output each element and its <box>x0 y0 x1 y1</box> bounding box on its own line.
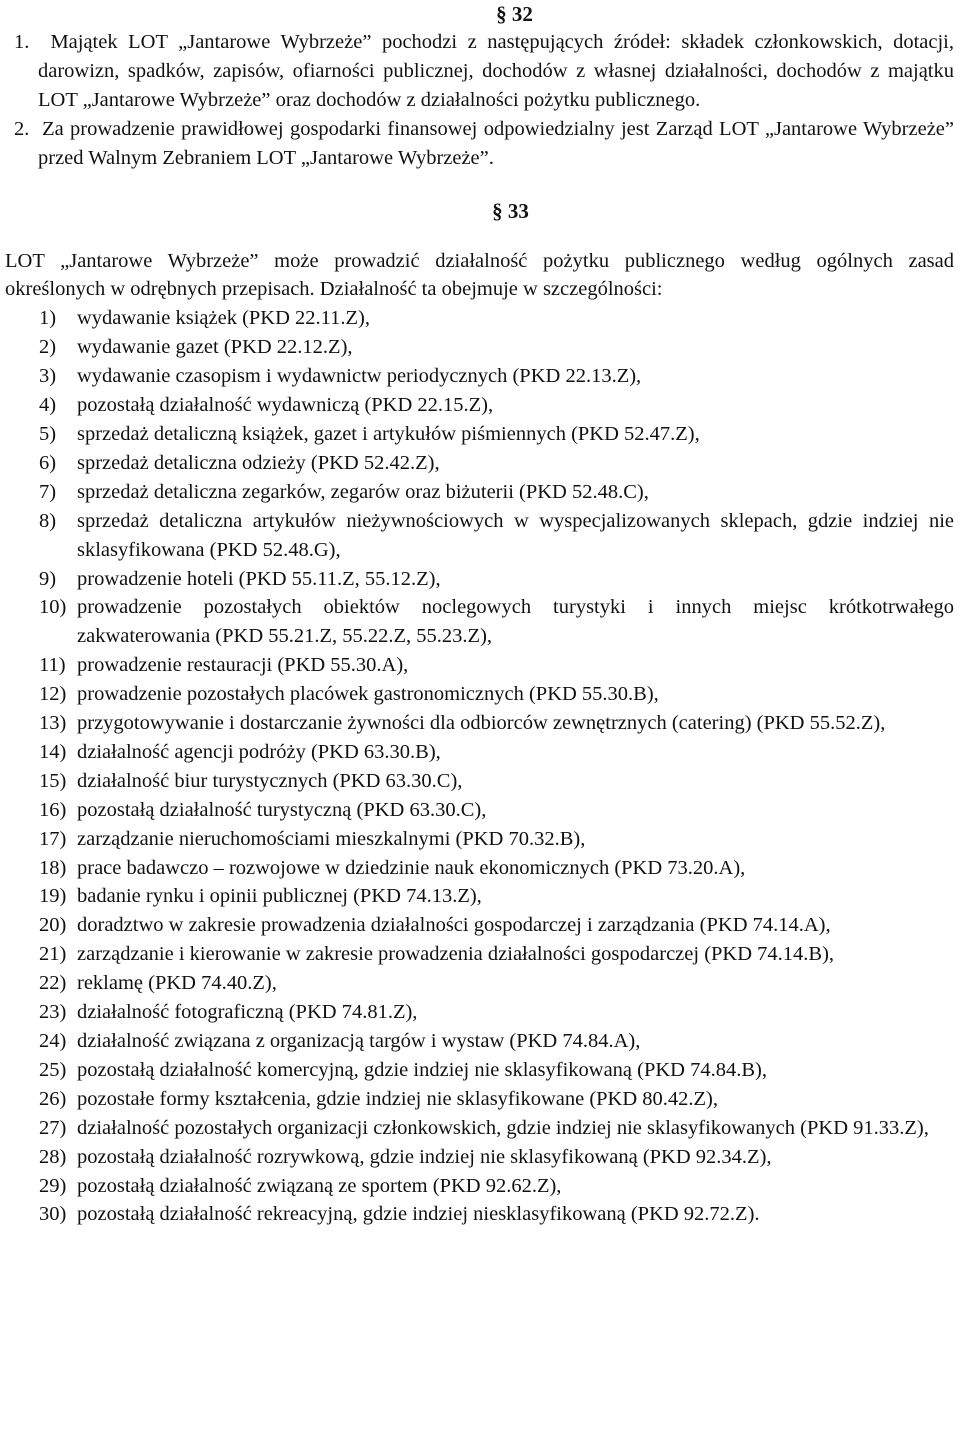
list-item <box>5 362 954 391</box>
list-item <box>5 1200 954 1229</box>
list-item <box>5 304 954 333</box>
list-item <box>5 911 954 940</box>
list-item-text: wydawanie gazet (PKD 22.12.Z), <box>77 336 353 359</box>
list-item-number: 22) <box>39 972 67 995</box>
list-item-text: działalność agencji podróży (PKD 63.30.B), <box>77 740 441 763</box>
list-item-number: 18) <box>39 856 67 879</box>
list-item-number: 17) <box>39 827 67 850</box>
list-item-number: 21) <box>39 943 67 966</box>
list-item-number: 16) <box>39 798 67 821</box>
list-item-number: 28) <box>39 1145 67 1168</box>
list-item-text: działalność fotograficzną (PKD 74.81.Z), <box>77 1001 418 1024</box>
list-item-number: 1) <box>39 307 57 330</box>
list-item <box>5 709 954 738</box>
list-item-number: 7) <box>39 480 57 503</box>
list-item <box>5 1172 954 1201</box>
list-item <box>5 680 954 709</box>
list-item-text: badanie rynku i opinii publicznej (PKD 74.13.Z), <box>77 885 482 908</box>
list-item <box>5 565 954 594</box>
list-item-number: 4) <box>39 394 57 417</box>
list-item <box>5 420 954 449</box>
list-item <box>5 1056 954 1085</box>
section-33-body <box>5 247 954 1230</box>
list-item-number: 3) <box>39 365 57 388</box>
list-item <box>5 478 954 507</box>
list-item-text: prowadzenie pozostałych placówek gastronomicznych (PKD 55.30.B), <box>77 683 659 706</box>
section-33-intro: LOT „Jantarowe Wybrzeże” może prowadzić działalność pożytku publicznego według ogólnych zasad określonych w odrębnych przepisach. Działalność ta obejmuje w szczególności: <box>5 249 954 301</box>
list-item <box>5 391 954 420</box>
list-item-number: 8) <box>39 509 57 532</box>
list-item <box>5 1143 954 1172</box>
list-item-number: 6) <box>39 451 57 474</box>
list-item-text: działalność związana z organizacją targów i wystaw (PKD 74.84.A), <box>77 1030 641 1052</box>
list-item <box>5 593 954 651</box>
list-item-number: 15) <box>39 769 67 792</box>
list-item-number: 20) <box>39 914 67 937</box>
list-item-number: 13) <box>39 712 67 735</box>
list-item-text: pozostałą działalność turystyczną (PKD 63.30.C), <box>77 798 487 821</box>
list-item-number: 5) <box>39 422 57 445</box>
list-item-text: pozostałą działalność rozrywkową, gdzie indziej nie sklasyfikowaną (PKD 92.34.Z), <box>77 1145 772 1168</box>
list-item-text: zarządzanie i kierowanie w zakresie prowadzenia działalności gospodarczej (PKD 74.14.B), <box>77 943 835 966</box>
list-item-number: 27) <box>39 1116 67 1139</box>
list-item-text: wydawanie czasopism i wydawnictw periodycznych (PKD 22.13.Z), <box>77 365 642 388</box>
list-item <box>5 854 954 883</box>
list-item <box>5 507 954 565</box>
list-item-text: pozostałą działalność rekreacyjną, gdzie indziej niesklasyfikowaną (PKD 92.72.Z). <box>77 1203 760 1226</box>
list-item <box>5 796 954 825</box>
list-item-text: prowadzenie pozostałych obiektów noclegowych turystyki i innych miejsc krótkotrwałego zakwaterowania (PKD 55.21.Z, 55.22.Z, 55.23.Z), <box>77 596 954 648</box>
list-item-text: przygotowywanie i dostarczanie żywności dla odbiorców zewnętrznych (catering) (PKD 55.52.Z), <box>77 712 886 735</box>
paragraph-text: Majątek LOT „Jantarowe Wybrzeże” pochodzi z następujących źródeł: składek członkowskich, dotacji, darowizn, spadków, zapisów, ofiarności publicznej, dochodów z własnej działalności, dochodów z majątku LOT „Jantarowe Wybrzeże” oraz dochodów z działalności pożytku publicznego. <box>38 31 955 111</box>
section-32-heading: § 32 <box>496 2 533 26</box>
list-item-number: 10) <box>39 596 67 619</box>
list-item <box>5 998 954 1027</box>
list-item-text: sprzedaż detaliczna zegarków, zegarów oraz biżuterii (PKD 52.48.C), <box>77 480 649 503</box>
list-item-text: działalność pozostałych organizacji członkowskich, gdzie indziej nie sklasyfikowanych (PKD 91.33.Z), <box>77 1116 929 1139</box>
list-item-text: pozostałą działalność wydawniczą (PKD 22.15.Z), <box>77 394 494 417</box>
list-item-number: 2) <box>39 336 57 359</box>
list-item-text: doradztwo w zakresie prowadzenia działalności gospodarczej i zarządzania (PKD 74.14.A), <box>77 914 831 937</box>
list-item-number: 30) <box>39 1203 67 1226</box>
list-item <box>5 825 954 854</box>
list-item <box>5 651 954 680</box>
list-item-number: 9) <box>39 567 57 590</box>
list-item-number: 19) <box>39 885 67 908</box>
list-item-number: 24) <box>39 1030 67 1052</box>
list-item <box>5 767 954 796</box>
list-item <box>5 1027 954 1056</box>
paragraph-text: Za prowadzenie prawidłowej gospodarki finansowej odpowiedzialny jest Zarząd LOT „Jantarowe Wybrzeże” przed Walnym Zebraniem LOT „Jantarowe Wybrzeże”. <box>38 117 954 169</box>
list-item-text: sprzedaż detaliczną książek, gazet i artykułów piśmiennych (PKD 52.47.Z), <box>77 422 700 445</box>
paragraph-number: 1. <box>14 31 30 53</box>
list-item-number: 29) <box>39 1174 67 1197</box>
activity-list <box>5 304 954 1229</box>
list-item-text: pozostałą działalność związaną ze sportem (PKD 92.62.Z), <box>77 1174 562 1197</box>
list-item-text: prowadzenie restauracji (PKD 55.30.A), <box>77 654 409 677</box>
list-item <box>5 969 954 998</box>
list-item <box>5 940 954 969</box>
list-item <box>5 738 954 767</box>
list-item <box>5 449 954 478</box>
paragraph-number: 2. <box>14 117 30 140</box>
list-item-text: sprzedaż detaliczna artykułów nieżywnościowych w wyspecjalizowanych sklepach, gdzie indziej nie sklasyfikowana (PKD 52.48.G), <box>77 509 954 561</box>
list-item-text: pozostałą działalność komercyjną, gdzie indziej nie sklasyfikowaną (PKD 74.84.B), <box>77 1058 767 1081</box>
list-item <box>5 333 954 362</box>
list-item-text: wydawanie książek (PKD 22.11.Z), <box>77 307 370 330</box>
list-item-text: pozostałe formy kształcenia, gdzie indziej nie sklasyfikowane (PKD 80.42.Z), <box>77 1087 719 1110</box>
list-item-number: 23) <box>39 1001 67 1024</box>
section-32-paragraph-1 <box>10 28 954 115</box>
list-item <box>5 1114 954 1143</box>
list-item-number: 26) <box>39 1087 67 1110</box>
list-item-number: 11) <box>39 654 66 677</box>
list-item <box>5 882 954 911</box>
list-item-text: działalność biur turystycznych (PKD 63.30.C), <box>77 769 463 792</box>
list-item-number: 14) <box>39 740 67 763</box>
list-item-number: 12) <box>39 683 67 706</box>
list-item-text: zarządzanie nieruchomościami mieszkalnymi (PKD 70.32.B), <box>77 827 586 850</box>
section-33-heading: § 33 <box>492 198 529 223</box>
section-32-body <box>5 28 954 173</box>
list-item-text: prace badawczo – rozwojowe w dziedzinie nauk ekonomicznych (PKD 73.20.A), <box>77 856 746 879</box>
list-item-text: sprzedaż detaliczna odzieży (PKD 52.42.Z), <box>77 451 440 474</box>
list-item-number: 25) <box>39 1058 67 1081</box>
list-item <box>5 1085 954 1114</box>
section-32-paragraph-2 <box>10 115 954 173</box>
list-item-text: prowadzenie hoteli (PKD 55.11.Z, 55.12.Z), <box>77 567 441 590</box>
list-item-text: reklamę (PKD 74.40.Z), <box>77 972 277 995</box>
